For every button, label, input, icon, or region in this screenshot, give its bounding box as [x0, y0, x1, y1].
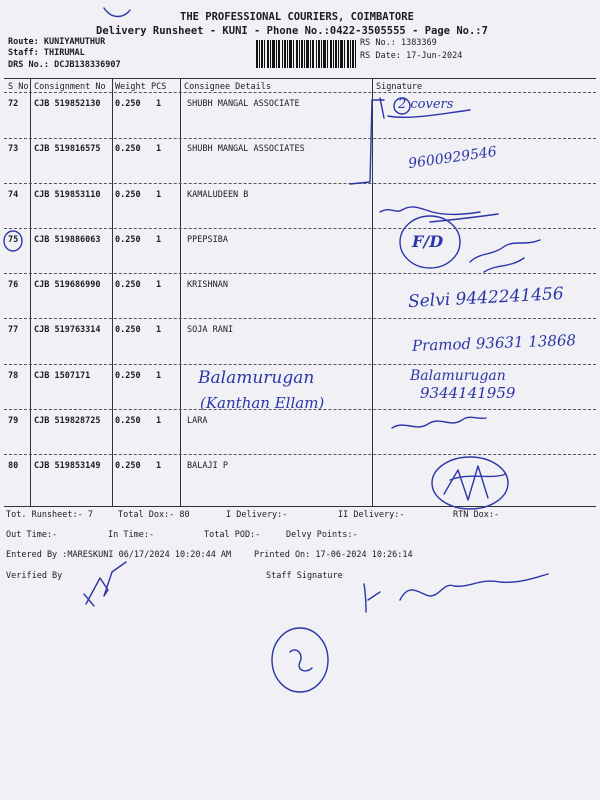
handwritten-sig-phone: 9344141959	[420, 384, 516, 402]
row-divider	[4, 228, 596, 229]
col-header-consignment: Consignment No	[34, 82, 106, 92]
staff-signature-label: Staff Signature	[266, 571, 343, 581]
row-sno: 78	[8, 371, 19, 381]
header-divider	[4, 92, 596, 93]
row-pcs: 1	[156, 99, 162, 109]
drs-row	[8, 60, 121, 70]
row-weight: 0.250	[115, 325, 141, 335]
rs-no-row	[360, 38, 437, 48]
entered-by: Entered By :MARESKUNI 06/17/2024 10:20:44 AM	[6, 550, 232, 560]
row-consignment: CJB 519853110	[34, 190, 101, 200]
row-consignment: CJB 519686990	[34, 280, 101, 290]
drs-label: DRS No.:	[8, 60, 49, 70]
rs-date-label: RS Date:	[360, 51, 401, 61]
row-sno: 72	[8, 99, 19, 109]
drs-value: DCJB138336907	[54, 60, 121, 70]
row-consignment: CJB 519816575	[34, 144, 101, 154]
row-pcs: 1	[156, 371, 162, 381]
row-consignment: CJB 519886063	[34, 235, 101, 245]
row-pcs: 1	[156, 190, 162, 200]
ink-signature	[392, 417, 486, 428]
row-pcs: 1	[156, 325, 162, 335]
table-top-border	[4, 78, 596, 79]
row-divider	[4, 273, 596, 274]
ink-signature	[470, 240, 540, 262]
row-sno: 77	[8, 325, 19, 335]
handwritten-fd: F/D	[412, 232, 444, 251]
row-weight: 0.250	[115, 371, 141, 381]
route-label: Route:	[8, 37, 39, 47]
row-divider	[4, 454, 596, 455]
row-sno: 74	[8, 190, 19, 200]
row-consignment: CJB 519763314	[34, 325, 101, 335]
col-header-pcs: PCS	[151, 82, 167, 92]
barcode	[256, 40, 356, 68]
staff-row	[8, 48, 85, 58]
row-consignment: CJB 519853149	[34, 461, 101, 471]
handwritten-pramod: Pramod 93631 13868	[411, 331, 577, 355]
row-weight: 0.250	[115, 190, 141, 200]
rs-date-value: 17-Jun-2024	[406, 51, 463, 61]
row-pcs: 1	[156, 235, 162, 245]
row-pcs: 1	[156, 461, 162, 471]
total-pod: Total POD:-	[204, 530, 261, 540]
out-time: Out Time:-	[6, 530, 58, 540]
staff-value: THIRUMAL	[43, 48, 85, 58]
row-sno: 80	[8, 461, 19, 471]
col-divider	[112, 78, 113, 506]
route-value: KUNIYAMUTHUR	[43, 37, 106, 47]
company-title: THE PROFESSIONAL COURIERS, COIMBATORE	[180, 11, 414, 23]
handwritten-consignee-place: (Kanthan Ellam)	[200, 394, 325, 412]
ink-curl	[104, 8, 130, 17]
col-header-weight: Weight	[115, 82, 146, 92]
handwritten-phone: 9600929546	[407, 143, 498, 173]
row-pcs: 1	[156, 416, 162, 426]
row-weight: 0.250	[115, 235, 141, 245]
col-divider	[372, 78, 373, 506]
row-sno: 75	[8, 235, 19, 245]
row-sno: 73	[8, 144, 19, 154]
row-weight: 0.250	[115, 280, 141, 290]
handwritten-covers: 2 covers	[398, 97, 454, 112]
ink-staff-signature	[364, 574, 548, 612]
row-sno: 79	[8, 416, 19, 426]
runsheet-subtitle: Delivery Runsheet - KUNI - Phone No.:0422-3505555 - Page No.:7	[96, 25, 488, 37]
row-consignee: KAMALUDEEN B	[187, 190, 249, 200]
col-header-sno: S No	[8, 82, 29, 92]
rtn-dox: RTN Dox:-	[453, 510, 500, 520]
i-delivery: I Delivery:-	[226, 510, 288, 520]
row-consignment: CJB 519828725	[34, 416, 101, 426]
ink-verified-signature	[84, 562, 126, 606]
in-time: In Time:-	[108, 530, 155, 540]
verified-by: Verified By	[6, 571, 63, 581]
row-consignee: KRISHNAN	[187, 280, 228, 290]
row-pcs: 1	[156, 280, 162, 290]
handwritten-sig-name: Balamurugan	[410, 368, 506, 384]
rs-no-label: RS No.:	[360, 38, 396, 48]
ii-delivery: II Delivery:-	[338, 510, 405, 520]
delvy-points: Delvy Points:-	[286, 530, 358, 540]
row-weight: 0.250	[115, 144, 141, 154]
ink-bracket	[350, 100, 384, 184]
col-header-consignee: Consignee Details	[184, 82, 271, 92]
row-divider	[4, 138, 596, 139]
col-header-signature: Signature	[376, 82, 423, 92]
rs-date-row	[360, 51, 462, 61]
col-divider	[180, 78, 181, 506]
col-divider	[30, 78, 31, 506]
row-consignee: PPEPSIBA	[187, 235, 228, 245]
row-weight: 0.250	[115, 99, 141, 109]
row-divider	[4, 318, 596, 319]
table-bottom-border	[4, 506, 596, 507]
ink-stamp	[432, 457, 508, 509]
row-consignment: CJB 519852130	[34, 99, 101, 109]
printed-on: Printed On: 17-06-2024 10:26:14	[254, 550, 413, 560]
row-weight: 0.250	[115, 461, 141, 471]
row-consignment: CJB 1507171	[34, 371, 91, 381]
handwritten-consignee-name: Balamurugan	[198, 368, 315, 388]
staff-label: Staff:	[8, 48, 39, 58]
row-pcs: 1	[156, 144, 162, 154]
row-consignee: LARA	[187, 416, 208, 426]
tot-runsheet: Tot. Runsheet:- 7	[6, 510, 93, 520]
row-sno: 76	[8, 280, 19, 290]
ink-scribble	[380, 207, 480, 214]
row-consignee: SHUBH MANGAL ASSOCIATES	[187, 144, 305, 154]
ink-round-stamp	[272, 628, 328, 692]
route-row	[8, 37, 105, 47]
row-divider	[4, 183, 596, 184]
row-weight: 0.250	[115, 416, 141, 426]
total-dox: Total Dox:- 80	[118, 510, 190, 520]
row-divider	[4, 364, 596, 365]
rs-no-value: 1383369	[400, 38, 437, 48]
handwritten-selvi: Selvi 9442241456	[407, 283, 565, 313]
row-consignee: BALAJI P	[187, 461, 228, 471]
row-consignee: SOJA RANI	[187, 325, 234, 335]
row-consignee: SHUBH MANGAL ASSOCIATE	[187, 99, 300, 109]
